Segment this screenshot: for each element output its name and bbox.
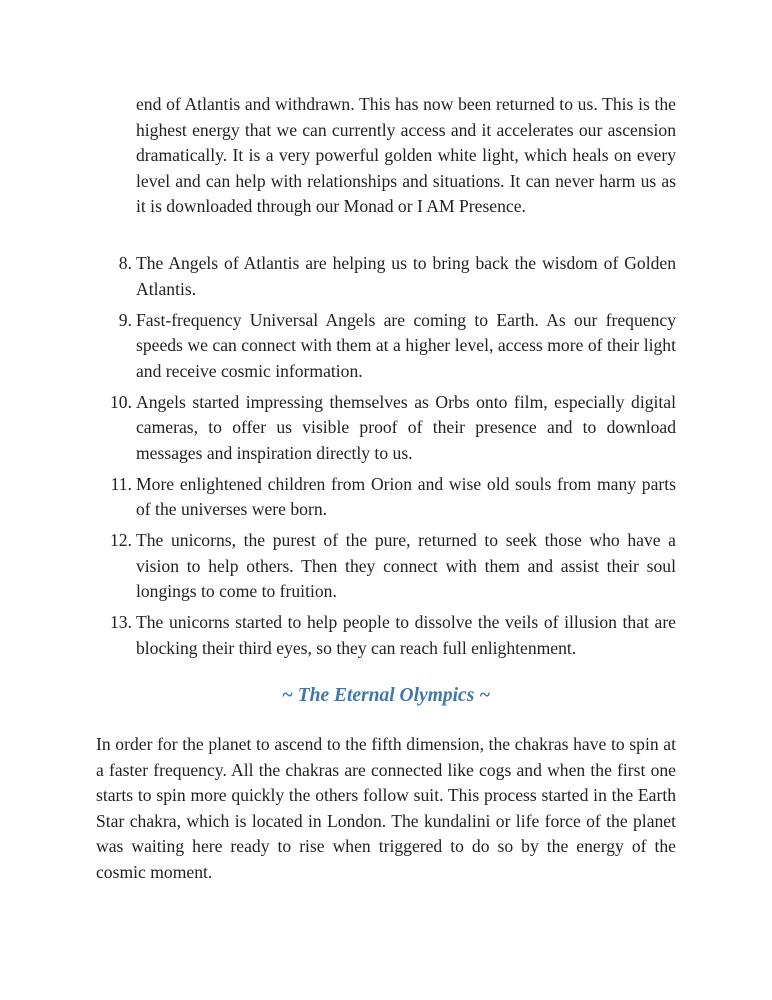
continuation-paragraph: end of Atlantis and withdrawn. This has now been returned to us. This is the highest energy that we can currently access and it accelerates our ascension dramatically. It is a very powerful golden white light, which heals on every level and can help with relationships and situations. It can never harm us as it is downloaded through our Monad or I AM Presence. — [136, 94, 676, 216]
list-item-number: 10. — [110, 391, 132, 412]
list-item-11 — [0, 472, 772, 523]
list-item-13 — [0, 610, 772, 661]
list-item-number: 12. — [110, 530, 132, 550]
list-item-9 — [0, 308, 772, 385]
list-item-text: The unicorns, the purest of the pure, returned to seek those who have a vision to help others. Then they connect with them and assist their soul longings to come to fruition. — [136, 530, 676, 601]
list-item-text: Fast-frequency Universal Angels are coming to Earth. As our frequency speeds we can connect with them at a higher level, access more of their light and receive cosmic information. — [136, 309, 676, 381]
list-item-8 — [0, 251, 772, 302]
list-item-number: 8. — [118, 253, 132, 273]
list-item-text: The Angels of Atlantis are helping us to bring back the wisdom of Golden Atlantis. — [136, 253, 676, 299]
list-item-number: 13. — [110, 612, 132, 632]
list-item-number: 11. — [110, 473, 132, 494]
list-item-number: 9. — [118, 309, 132, 330]
list-item-12 — [0, 528, 772, 605]
list-item-text: The unicorns started to help people to dissolve the veils of illusion that are blocking their third eyes, so they can reach full enlightenment. — [136, 612, 676, 658]
list-item-text: Angels started impressing themselves as Orbs onto film, especially digital cameras, to offer us visible proof of their presence and to download messages and inspiration directly to us. — [136, 391, 676, 463]
section-heading: ~ The Eternal Olympics ~ — [281, 685, 491, 706]
numbered-list — [0, 251, 772, 667]
section-paragraph: In order for the planet to ascend to the fifth dimension, the chakras have to spin at a faster frequency. All the chakras are connected like cogs and when the first one starts to spin more quickly the others follow suit. This process started in the Earth Star chakra, which is located in London. The kundalini or life force of the planet was waiting here ready to rise when triggered to do so by the energy of the cosmic moment. — [96, 734, 676, 882]
list-item-10 — [0, 390, 772, 467]
list-item-text: More enlightened children from Orion and wise old souls from many parts of the universes were born. — [136, 473, 676, 519]
